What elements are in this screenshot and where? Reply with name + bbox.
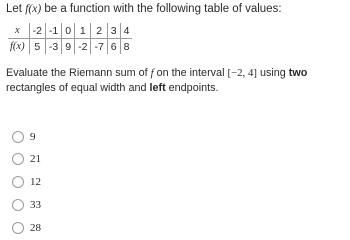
fx-value: 8 [120,39,132,55]
radio-button[interactable] [12,199,24,211]
question-prompt: Evaluate the Riemann sum of f on the interval [−2, 4] using two rectangles of equal width and left endpoints. [6,67,308,94]
x-row [8,23,132,39]
x-value: 4 [120,23,132,39]
function-symbol: f(x) [25,3,42,15]
x-value: -1 [45,23,61,39]
fx-value: -2 [75,39,91,55]
x-value: 0 [62,23,75,39]
option-label: 12 [30,176,41,188]
answer-option[interactable] [12,220,41,236]
radio-button[interactable] [12,131,24,143]
radio-button[interactable] [12,222,24,234]
radio-button[interactable] [12,153,24,165]
radio-button[interactable] [12,176,24,188]
fx-value: -7 [91,39,107,55]
question-intro: Let f(x) be a function with the following table of values: [6,3,282,15]
fx-value: 9 [62,39,75,55]
x-value: 3 [107,23,120,39]
fx-value: 5 [29,39,45,55]
x-value: 1 [75,23,91,39]
fx-value: -3 [45,39,61,55]
x-value: 2 [91,23,107,39]
option-label: 9 [30,131,36,143]
answer-option[interactable] [12,129,36,145]
x-header: x [8,23,29,39]
answer-option[interactable] [12,151,41,167]
values-table [8,23,132,54]
fx-header: f(x) [8,39,29,55]
answer-option[interactable] [12,174,41,190]
fx-value: 6 [107,39,120,55]
fx-row [8,39,132,55]
option-label: 21 [30,153,41,165]
interval: [−2, 4] [227,67,257,79]
option-label: 33 [30,199,41,211]
answer-option[interactable] [12,197,41,213]
x-value: -2 [29,23,45,39]
option-label: 28 [30,222,41,234]
